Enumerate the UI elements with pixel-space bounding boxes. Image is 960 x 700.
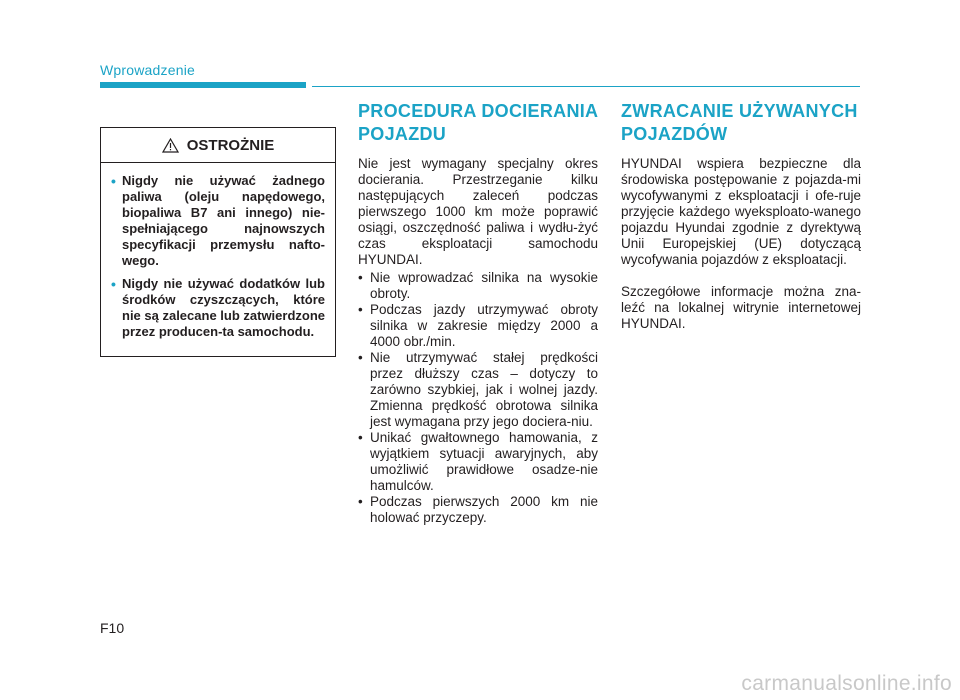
page-number: F10 [100, 620, 125, 636]
caution-item-text: Nigdy nie używać żadnego paliwa (oleju napędowego, biopaliwa B7 ani innego) nie-spełniającego najnowszych specyfikacji przemysłu nafto-wego. [122, 173, 325, 268]
bullet-icon: • [358, 350, 363, 365]
caution-item [111, 173, 325, 269]
list-item-text: Podczas jazdy utrzymywać obroty silnika w zakresie między 2000 a 4000 obr./min. [370, 302, 598, 349]
break-in-section [358, 100, 598, 526]
break-in-list [358, 270, 598, 526]
recycling-paragraph: Szczegółowe informacje można zna-leźć na lokalnej witrynie internetowej HYUNDAI. [621, 284, 861, 331]
bullet-icon: • [358, 302, 363, 317]
list-item [358, 302, 598, 350]
list-item [358, 350, 598, 430]
caution-item-text: Nigdy nie używać dodatków lub środków czyszczących, które nie są zalecane lub zatwierdzone przez producen-ta samochodu. [122, 276, 326, 339]
list-item [358, 270, 598, 302]
bullet-icon: • [358, 494, 363, 509]
break-in-heading: PROCEDURA DOCIERANIA POJAZDU [358, 101, 598, 144]
caution-list [101, 163, 335, 340]
caution-title: OSTROŻNIE [186, 136, 275, 154]
caution-header [101, 128, 335, 163]
caution-item [111, 276, 325, 340]
break-in-intro: Nie jest wymagany specjalny okres docierania. Przestrzeganie kilku następujących zaleceń podczas pierwszego 1000 km może poprawić osiągi, oszczędność paliwa i wydłu-żyć czas eksploatacji samochodu HYUNDAI. [358, 156, 598, 267]
header-rule [312, 86, 860, 87]
list-item-text: Podczas pierwszych 2000 km nie holować przyczepy. [370, 494, 598, 525]
bullet-icon: • [111, 276, 116, 292]
list-item [358, 494, 598, 526]
list-item-text: Unikać gwałtownego hamowania, z wyjątkiem sytuacji awaryjnych, aby umożliwić prawidłowe osadze-nie hamulców. [370, 430, 598, 493]
watermark: carmanualsonline.info [741, 672, 952, 695]
bullet-icon: • [358, 430, 363, 445]
header-accent-bar [100, 82, 306, 88]
bullet-icon: • [358, 270, 363, 285]
caution-box [100, 127, 336, 357]
recycling-paragraph: HYUNDAI wspiera bezpieczne dla środowiska postępowanie z pojazda-mi wycofywanymi z eksploatacji i ofe-ruje przyjęcie każdego wyeksploato-wanego pojazdu Hyundai zgodnie z dyrektywą Unii Europejskiej (UE) dotyczącą wycofywania pojazdów z eksploatacji. [621, 156, 861, 267]
list-item-text: Nie utrzymywać stałej prędkości przez dłuższy czas – dotyczy to zarówno szybkiej, jak i wolnej jazdy. Zmienna prędkość obrotowa silnika jest wymagana przy jego dociera-niu. [370, 350, 598, 429]
recycling-section [621, 100, 861, 332]
recycling-heading: ZWRACANIE UŻYWANYCH POJAZDÓW [621, 101, 858, 144]
list-item [358, 430, 598, 494]
warning-triangle-icon [162, 138, 179, 153]
bullet-icon: • [111, 173, 116, 189]
list-item-text: Nie wprowadzać silnika na wysokie obroty. [370, 270, 598, 301]
section-title: Wprowadzenie [100, 62, 195, 78]
